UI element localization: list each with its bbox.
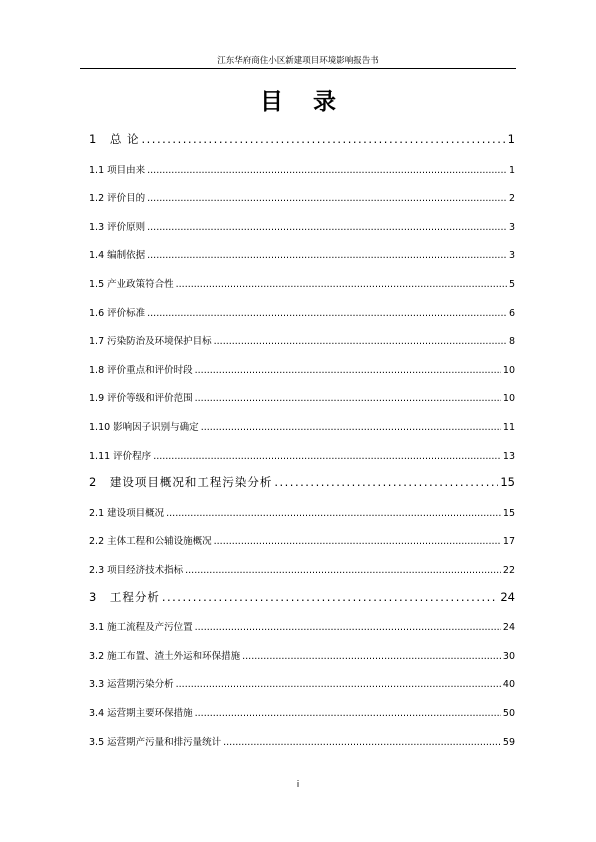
toc-entry-label: 1.6 评价标准: [89, 307, 146, 319]
toc-entry-label: 3.4 运营期主要环保措施: [89, 708, 193, 719]
toc-leader-dots: [141, 132, 505, 146]
toc-leader-dots: [147, 193, 507, 204]
toc-section-entry[interactable]: [89, 448, 515, 462]
toc-section-entry[interactable]: [89, 162, 515, 176]
toc-entry-label: 1.5 产业政策符合性: [89, 279, 174, 290]
toc-section-entry[interactable]: [89, 676, 515, 690]
toc-entry-page: 24: [502, 622, 515, 634]
toc-entry-page: 10: [502, 364, 515, 376]
toc-leader-dots: [176, 679, 501, 690]
toc-entry-label: 1.4 编制依据: [89, 250, 146, 262]
toc-chapter-entry[interactable]: [89, 589, 515, 605]
toc-section-entry[interactable]: [89, 505, 515, 519]
toc-entry-label: 1.11 评价程序: [89, 450, 152, 462]
toc-leader-dots: [166, 508, 501, 519]
toc-entry-page: 24: [500, 589, 515, 604]
toc-section-entry[interactable]: [89, 619, 515, 633]
toc-section-entry[interactable]: [89, 333, 515, 347]
page-number: i: [296, 780, 300, 790]
toc-entry-page: 30: [502, 650, 515, 662]
toc-section-entry[interactable]: [89, 276, 515, 290]
page-title: 目录: [260, 89, 366, 115]
toc-leader-dots: [147, 250, 507, 261]
toc-section-entry[interactable]: [89, 219, 515, 233]
toc-section-entry[interactable]: [89, 562, 515, 576]
toc-leader-dots: [195, 393, 501, 404]
toc-leader-dots: [242, 651, 501, 662]
toc-entry-page: 5: [508, 279, 515, 290]
toc-leader-dots: [147, 222, 507, 233]
toc-entry-page: 15: [502, 507, 515, 519]
toc-entry-page: 22: [502, 565, 515, 576]
toc-entry-page: 3: [508, 221, 515, 233]
toc-section-entry[interactable]: [89, 648, 515, 662]
toc-entry-page: 59: [502, 736, 515, 748]
toc-entry-page: 15: [500, 475, 515, 490]
toc-leader-dots: [195, 365, 501, 376]
toc-leader-dots: [214, 536, 501, 547]
toc-entry-page: 17: [502, 536, 515, 548]
toc-leader-dots: [162, 590, 499, 604]
toc-section-entry[interactable]: [89, 190, 515, 204]
toc-entry-label: 2.3 项目经济技术指标: [89, 565, 184, 576]
toc-chapter-entry[interactable]: [89, 131, 515, 147]
toc-entry-label: 1.3 评价原则: [89, 221, 146, 233]
toc-entry-label: 1.10 影响因子识别与确定: [89, 422, 199, 433]
toc-section-entry[interactable]: [89, 247, 515, 261]
toc-leader-dots: [176, 279, 507, 290]
toc-entry-page: 13: [502, 450, 515, 462]
toc-entry-label: 3.2 施工布置、渣土外运和环保措施: [89, 650, 241, 662]
toc-entry-label: 3.1 施工流程及产污位置: [89, 622, 193, 634]
toc-section-entry[interactable]: [89, 305, 515, 319]
toc-entry-label: 2 建设项目概况和工程污染分析: [89, 475, 273, 490]
toc-entry-label: 1.2 评价目的: [89, 193, 146, 205]
toc-entry-label: 1.9 评价等级和评价范围: [89, 393, 193, 405]
toc-entry-page: 50: [502, 708, 515, 719]
toc-entry-page: 8: [508, 336, 515, 348]
toc-entry-label: 1.7 污染防治及环境保护目标: [89, 336, 212, 348]
toc-entry-label: 2.2 主体工程和公辅设施概况: [89, 536, 212, 548]
running-header: 江东华府商住小区新建项目环境影响报告书: [217, 56, 379, 66]
toc-leader-dots: [195, 622, 501, 633]
toc-leader-dots: [214, 336, 507, 347]
toc-section-entry[interactable]: [89, 362, 515, 376]
toc-entry-label: 3 工程分析: [89, 589, 160, 604]
toc-leader-dots: [147, 308, 507, 319]
toc-section-entry[interactable]: [89, 390, 515, 404]
toc-chapter-entry[interactable]: [89, 474, 515, 490]
toc-entry-page: 6: [508, 307, 515, 319]
toc-entry-label: 3.5 运营期产污量和排污量统计: [89, 736, 222, 748]
toc-entry-label: 1.1 项目由来: [89, 164, 146, 176]
toc-entry-label: 2.1 建设项目概况: [89, 507, 165, 519]
toc-leader-dots: [153, 451, 501, 462]
toc-section-entry[interactable]: [89, 533, 515, 547]
toc-entry-page: 3: [508, 250, 515, 262]
toc-entry-page: 10: [502, 393, 515, 405]
toc-entry-page: 1: [508, 164, 515, 176]
toc-leader-dots: [201, 422, 501, 433]
toc-leader-dots: [195, 708, 501, 719]
toc-entry-label: 3.3 运营期污染分析: [89, 679, 174, 691]
toc-leader-dots: [223, 737, 501, 748]
toc-entry-page: 1: [507, 132, 515, 146]
header-rule: [80, 68, 516, 69]
toc-leader-dots: [185, 565, 501, 576]
toc-entry-page: 11: [502, 422, 515, 433]
toc-section-entry[interactable]: [89, 705, 515, 719]
toc-entry-label: 1.8 评价重点和评价时段: [89, 364, 193, 376]
toc-section-entry[interactable]: [89, 734, 515, 748]
toc-entry-label: 1 总 论: [89, 132, 140, 146]
toc-section-entry[interactable]: [89, 419, 515, 433]
toc-leader-dots: [274, 475, 498, 489]
toc-entry-page: 2: [508, 193, 515, 205]
toc-leader-dots: [147, 165, 507, 176]
toc-entry-page: 40: [502, 679, 515, 691]
